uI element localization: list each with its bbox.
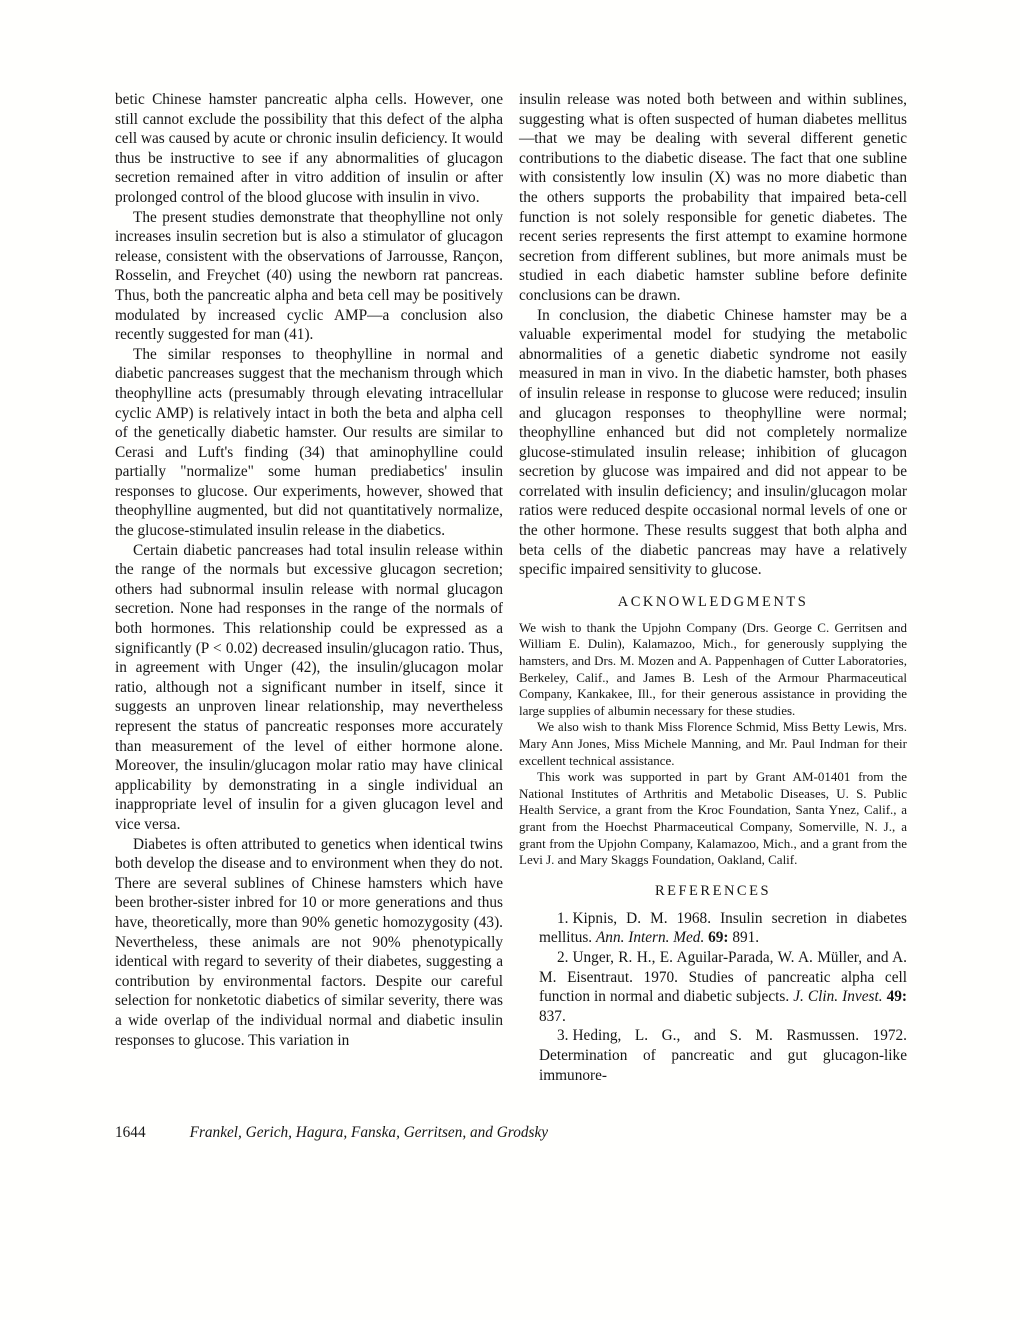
- reference-list: [519, 909, 907, 1085]
- reference-number: 2.: [557, 948, 569, 966]
- paragraph: The present studies demonstrate that theophylline not only increases insulin secretion but is also a stimulator of glucagon release, consistent with the observations of Jarrousse, Rançon, Rosselin, and Freychet (40) using the newborn rat pancreas. Thus, both the pancreatic alpha and beta cell may be positively modulated by increased cyclic AMP—a conclusion also recently suggested for man (41).: [115, 208, 503, 344]
- reference-volume: 69:: [704, 929, 729, 947]
- paragraph: The similar responses to theophylline in normal and diabetic pancreases suggest that the mechanism through which theophylline acts (presumably through elevating intracellular cyclic AMP) is relatively intact in both the beta and alpha cell of the genetically diabetic hamster. Our results are similar to Cerasi and Luft's finding (34) that aminophylline could partially "normalize" some human prediabetics' insulin responses to glucose. Our experiments, however, showed that theophylline augmented, but did not quantitatively normalize, the glucose-stimulated insulin release in the diabetics.: [115, 345, 503, 540]
- acknowledgments-heading: ACKNOWLEDGMENTS: [617, 593, 809, 610]
- left-column: [115, 90, 503, 1085]
- paragraph: betic Chinese hamster pancreatic alpha cells. However, one still cannot exclude the possibility that this defect of the alpha cell was caused by acute or chronic insulin deficiency. It would thus be instructive to see if any abnormalities of glucagon secretion remained after in vitro addition of insulin or after prolonged control of the blood glucose with insulin in vivo.: [115, 91, 503, 206]
- paragraph: Diabetes is often attributed to genetics when identical twins both develop the disease and to environment when they do not. There are several sublines of Chinese hamsters which have been brother-sister inbred for 10 or more generations and thus have, theoretically, more than 90% genetic homozygosity (43). Nevertheless, these animals are not 90% phenotypically identical with regard to severity of their diabetes, suggesting a contribution by environmental factors. Despite our careful selection for nonketotic diabetics of similar severity, there was a wide overlap of the individual normal and diabetic insulin responses to glucose. This variation in: [115, 835, 503, 1049]
- reference-item: [519, 1026, 907, 1085]
- reference-pages: 891.: [728, 929, 760, 947]
- page-footer: [115, 1124, 548, 1142]
- page-number: 1644: [115, 1124, 146, 1141]
- reference-number: 1.: [557, 909, 569, 927]
- reference-journal: J. Clin. Invest.: [793, 988, 883, 1006]
- references-heading: REFERENCES: [654, 882, 772, 899]
- right-column: [519, 90, 907, 1085]
- acknowledgments-paragraph: We wish to thank the Upjohn Company (Drs. George C. Gerritsen and William E. Dulin), Kalamazoo, Mich., for generously supplying the hamsters, and Drs. M. Mozen and A. Pappenhagen of Cutter Laboratories, Berkeley, Calif., and James B. Lesh of the Armour Pharmaceutical Company, Kankakee, Ill., for their generous assistance in providing the large supplies of albumin necessary for these studies.: [519, 619, 907, 718]
- acknowledgments-paragraph: We also wish to thank Miss Florence Schmid, Miss Betty Lewis, Mrs. Mary Ann Jones, Miss Michele Manning, and Mr. Paul Indman for their excellent technical assistance.: [519, 719, 907, 768]
- paragraph: In conclusion, the diabetic Chinese hamster may be a valuable experimental model for studying the metabolic abnormalities of a genetic diabetic syndrome not easily measured in man in vivo. In the diabetic hamster, both phases of insulin release in response to glucose were reduced; insulin and glucagon responses to theophylline were normal; theophylline enhanced but did not completely normalize glucose-stimulated insulin release; inhibition of glucagon secretion by glucose was impaired and did not appear to be correlated with insulin deficiency; and insulin/glucagon molar ratios were reduced despite occasional normal levels of one or the other hormone. These results suggest that both alpha and beta cells of the diabetic pancreas may have a relatively specific impaired sensitivity to glucose.: [519, 306, 907, 579]
- reference-volume: 49:: [882, 988, 907, 1006]
- reference-item: [519, 948, 907, 1026]
- running-authors: Frankel, Gerich, Hagura, Fanska, Gerritsen, and Grodsky: [189, 1124, 549, 1141]
- reference-pages: 837.: [539, 1007, 566, 1025]
- reference-item: [519, 909, 907, 948]
- two-column-text: [115, 90, 907, 1085]
- paragraph: Certain diabetic pancreases had total insulin release within the range of the normals but excessive glucagon secretion; others had subnormal insulin release with normal glucagon secretion. None had responses in the range of the normals of both hormones. This relationship could be expressed as a significantly (P < 0.02) decreased insulin/glucagon ratio. Thus, in agreement with Unger (42), the insulin/glucagon molar ratio, although not a significant number in itself, since it suggests an unproven linear relationship, may nevertheless represent the status of pancreatic responses more accurately than measurement of the level of either hormone alone. Moreover, the insulin/glucagon molar ratio may have clinical applicability by demonstrating in a single individual an inappropriate level of insulin for a given glucagon level and vice versa.: [115, 541, 503, 833]
- acknowledgments-paragraph: This work was supported in part by Grant AM-01401 from the National Institutes of Arthritis and Metabolic Diseases, U. S. Public Health Service, a grant from the Kroc Foundation, Santa Ynez, Calif., a grant from the Hoechst Pharmaceutical Company, Somerville, N. J., a grant from the Upjohn Company, Kalamazoo, Mich., and a grant from the Levi J. and Mary Skaggs Foundation, Oakland, Calif.: [519, 769, 907, 868]
- reference-text: Kipnis, D. M. 1968. Insulin secretion in diabetes mellitus.: [539, 909, 907, 947]
- reference-text: Heding, L. G., and S. M. Rasmussen. 1972. Determination of pancreatic and gut glucagon-like immunore-: [539, 1027, 907, 1084]
- reference-journal: Ann. Intern. Med.: [595, 929, 705, 947]
- reference-number: 3.: [557, 1027, 569, 1045]
- paragraph: insulin release was noted both between and within sublines, suggesting what is often suspected of human diabetes mellitus—that we may be dealing with several different genetic contributions to the diabetic disease. The fact that one subline with consistently low insulin (X) was no more diabetic than the others supports the probability that impaired beta-cell function is not solely responsible for genetic diabetes. The recent series represents the first attempt to examine hormone secretion from different sublines, but more animals must be studied in each diabetic hamster subline before definite conclusions can be drawn.: [519, 91, 907, 304]
- reference-text: Unger, R. H., E. Aguilar-Parada, W. A. Müller, and A. M. Eisentraut. 1970. Studies of pancreatic alpha cell function in normal and diabetic subjects.: [539, 948, 907, 1006]
